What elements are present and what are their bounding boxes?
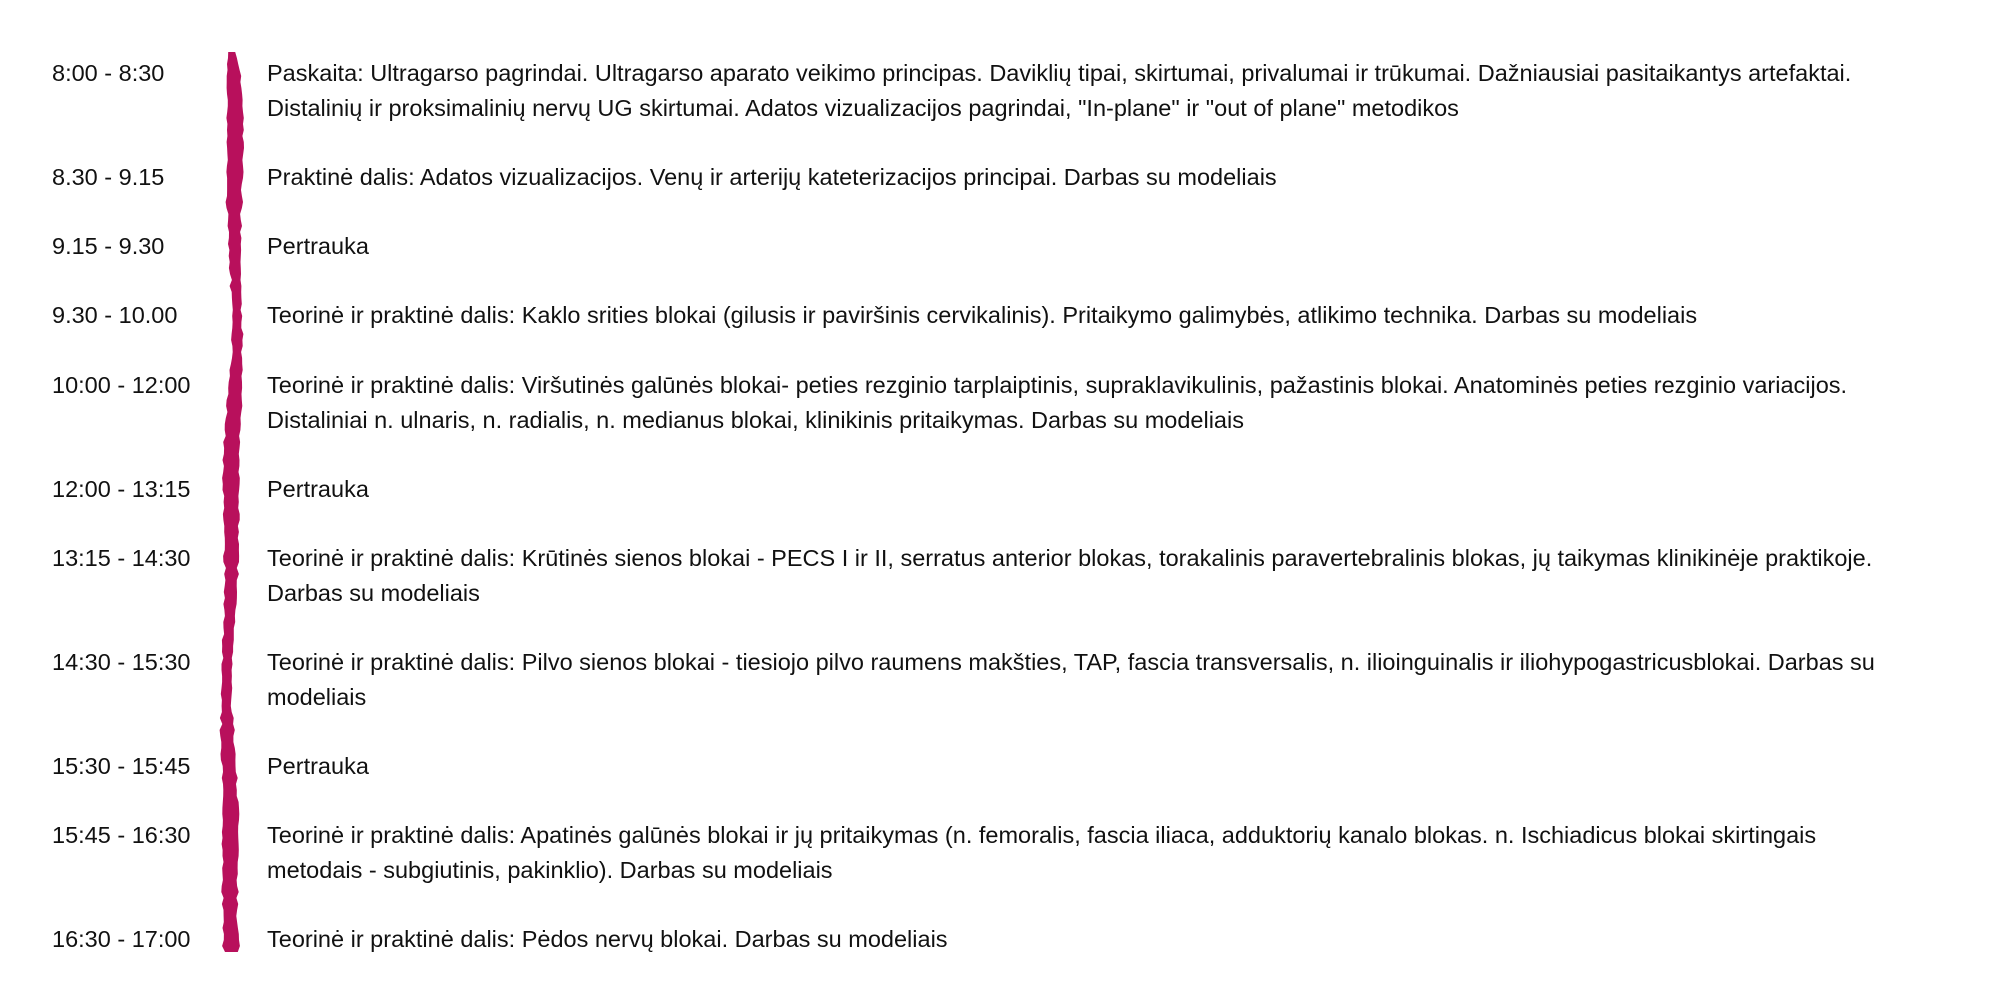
- session-description: [267, 368, 1987, 437]
- session-description: [267, 229, 1987, 264]
- description-line: Teorinė ir praktinė dalis: Kaklo srities blokai (gilusis ir paviršinis cervikalinis). Pritaikymo galimybės, atlikimo technika. Darbas su modeliais: [267, 302, 1698, 328]
- session-description: [267, 922, 1987, 957]
- description-line: Distalinių ir proksimalinių nervų UG skirtumai. Adatos vizualizacijos pagrindai, "In-plane" ir "out of plane" metodikos: [267, 94, 1459, 121]
- session-description: [267, 818, 1987, 887]
- time-slot: 15:45 - 16:30: [52, 822, 191, 848]
- time-slot: 8.30 - 9.15: [52, 164, 165, 190]
- session-description: [267, 160, 1987, 195]
- description-line: Teorinė ir praktinė dalis: Pilvo sienos blokai - tiesiojo pilvo raumens makšties, TAP, fascia transversalis, n. ilioinguinalis ir iliohypogastricusblokai. Darbas su: [267, 649, 1875, 675]
- description-line: Pertrauka: [267, 233, 369, 259]
- description-line: Teorinė ir praktinė dalis: Krūtinės sienos blokai - PECS I ir II, serratus anterior blokas, torakalinis paravertebralinis blokas, jų taikymas klinikinėje praktikoje.: [267, 545, 1873, 571]
- description-line: Distaliniai n. ulnaris, n. radialis, n. medianus blokai, klinikinis pritaikymas. Darbas su modeliais: [267, 406, 1244, 433]
- description-line: Teorinė ir praktinė dalis: Pėdos nervų blokai. Darbas su modeliais: [267, 926, 948, 952]
- description-line: Paskaita: Ultragarso pagrindai. Ultragarso aparato veikimo principas. Daviklių tipai, skirtumai, privalumai ir trūkumai. Dažniausiai pasitaikantys artefaktai.: [267, 60, 1852, 86]
- session-description: [267, 645, 1987, 714]
- description-line: metodais - subgiutinis, pakinklio). Darbas su modeliais: [267, 856, 833, 883]
- session-description: [267, 298, 1987, 333]
- time-slot: 9.15 - 9.30: [52, 233, 165, 259]
- description-line: Pertrauka: [267, 476, 369, 502]
- time-slot: 16:30 - 17:00: [52, 926, 191, 952]
- description-line: Teorinė ir praktinė dalis: Apatinės galūnės blokai ir jų pritaikymas (n. femoralis, fascia iliaca, adduktorių kanalo blokas. n. Ischiadicus blokai skirtingais: [267, 822, 1817, 848]
- session-description: [267, 541, 1987, 610]
- session-description: [267, 472, 1987, 507]
- brush-stroke-path: [220, 52, 244, 952]
- description-line: Teorinė ir praktinė dalis: Viršutinės galūnės blokai- peties rezginio tarplaiptinis, supraklavikulinis, pažastinis blokai. Anatominės peties rezginio variacijos.: [267, 372, 1848, 398]
- session-description: [267, 749, 1987, 784]
- time-slot: 8:00 - 8:30: [52, 60, 165, 86]
- time-slot: 14:30 - 15:30: [52, 649, 191, 675]
- time-slot: 12:00 - 13:15: [52, 476, 191, 502]
- description-line: Pertrauka: [267, 753, 369, 779]
- description-line: Praktinė dalis: Adatos vizualizacijos. Venų ir arterijų kateterizacijos principai. Darbas su modeliais: [267, 164, 1277, 190]
- time-slot: 15:30 - 15:45: [52, 753, 191, 779]
- time-slot: 9.30 - 10.00: [52, 302, 178, 328]
- description-line: modeliais: [267, 683, 367, 710]
- session-description: [267, 56, 1987, 125]
- time-slot: 13:15 - 14:30: [52, 545, 191, 571]
- time-slot: 10:00 - 12:00: [52, 372, 191, 398]
- brush-stroke-divider: [212, 52, 252, 952]
- description-line: Darbas su modeliais: [267, 579, 480, 606]
